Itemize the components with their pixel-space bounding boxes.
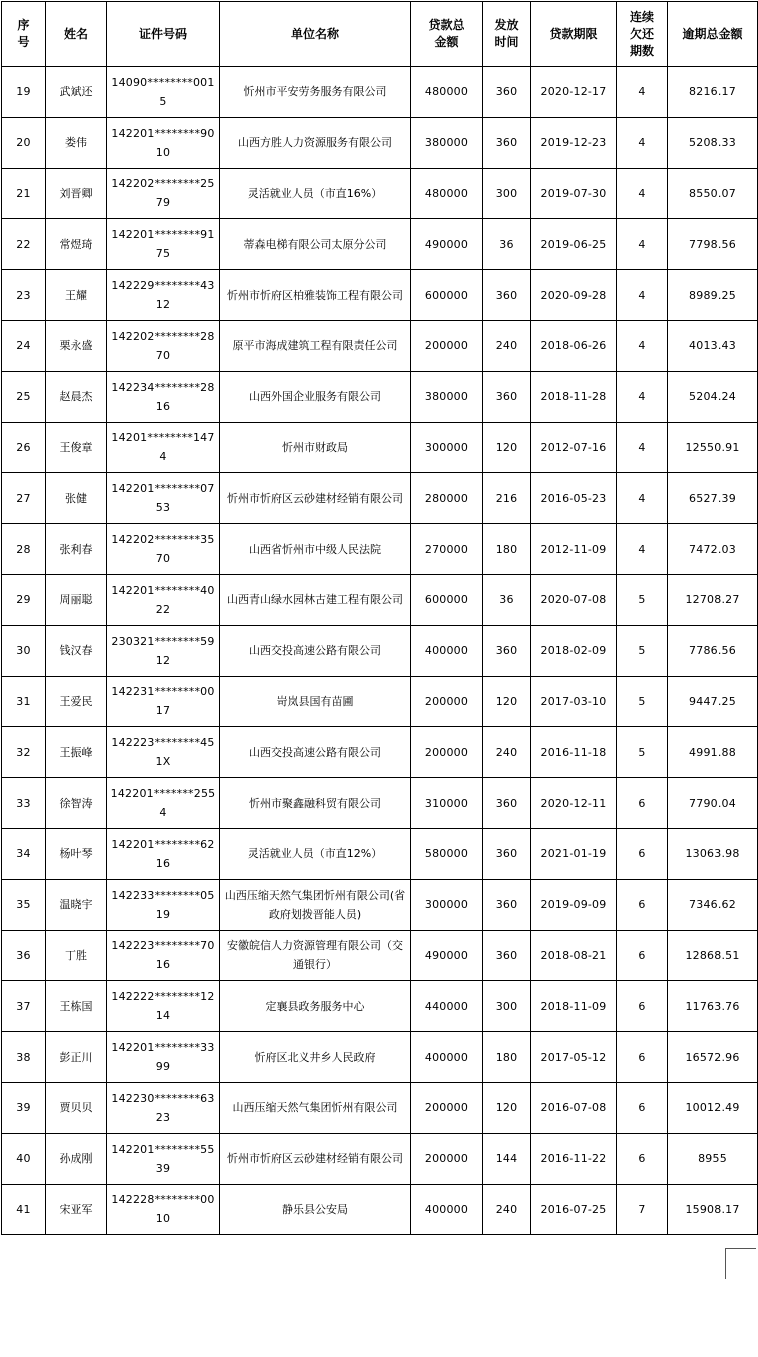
cell-overdue-periods: 5 (617, 625, 668, 676)
cell-overdue-total: 5204.24 (668, 371, 758, 422)
cell-loan-date: 2018-11-28 (531, 371, 617, 422)
cell-id-number: 142234********2816 (107, 371, 220, 422)
header-name: 姓名 (46, 2, 107, 67)
table-row (2, 1032, 758, 1083)
cell-loan-date: 2019-09-09 (531, 879, 617, 930)
table-row (2, 1184, 758, 1235)
cell-issue-term: 120 (483, 422, 531, 473)
table-row (2, 981, 758, 1032)
cell-id-number: 142223********451X (107, 727, 220, 778)
cell-overdue-periods: 5 (617, 727, 668, 778)
cell-issue-term: 360 (483, 930, 531, 981)
cell-seq: 27 (2, 473, 46, 524)
cell-loan-date: 2018-06-26 (531, 320, 617, 371)
cell-loan-date: 2018-11-09 (531, 981, 617, 1032)
cell-loan-amount: 300000 (411, 879, 483, 930)
cell-issue-term: 360 (483, 625, 531, 676)
cell-name: 张健 (46, 473, 107, 524)
cell-overdue-total: 12868.51 (668, 930, 758, 981)
cell-name: 宋亚军 (46, 1184, 107, 1235)
table-row (2, 168, 758, 219)
cell-overdue-total: 12550.91 (668, 422, 758, 473)
cell-overdue-total: 6527.39 (668, 473, 758, 524)
cell-loan-amount: 480000 (411, 67, 483, 118)
cell-loan-amount: 400000 (411, 1184, 483, 1235)
header-overdue-periods: 连续 欠还 期数 (617, 2, 668, 67)
cell-unit-name: 灵活就业人员（市直12%） (220, 828, 411, 879)
header-unit-name: 单位名称 (220, 2, 411, 67)
cell-id-number: 142231********0017 (107, 676, 220, 727)
cell-unit-name: 山西省忻州市中级人民法院 (220, 524, 411, 575)
cell-name: 武斌还 (46, 67, 107, 118)
cell-overdue-total: 8216.17 (668, 67, 758, 118)
cell-name: 常煜琦 (46, 219, 107, 270)
cell-id-number: 142228********0010 (107, 1184, 220, 1235)
cell-seq: 33 (2, 778, 46, 829)
cell-issue-term: 360 (483, 879, 531, 930)
cell-seq: 41 (2, 1184, 46, 1235)
cell-id-number: 142230********6323 (107, 1082, 220, 1133)
cell-name: 贾贝贝 (46, 1082, 107, 1133)
cell-seq: 21 (2, 168, 46, 219)
table-row (2, 625, 758, 676)
cell-id-number: 142202********2579 (107, 168, 220, 219)
cell-loan-date: 2018-02-09 (531, 625, 617, 676)
cell-overdue-total: 11763.76 (668, 981, 758, 1032)
cell-seq: 40 (2, 1133, 46, 1184)
cell-loan-amount: 200000 (411, 727, 483, 778)
cell-loan-date: 2020-07-08 (531, 574, 617, 625)
cell-unit-name: 忻州市平安劳务服务有限公司 (220, 67, 411, 118)
cell-seq: 39 (2, 1082, 46, 1133)
cell-issue-term: 300 (483, 168, 531, 219)
cell-issue-term: 240 (483, 1184, 531, 1235)
cell-overdue-total: 7798.56 (668, 219, 758, 270)
table-row (2, 371, 758, 422)
table-row (2, 524, 758, 575)
cell-overdue-periods: 4 (617, 117, 668, 168)
cell-unit-name: 忻州市忻府区云砂建材经销有限公司 (220, 1133, 411, 1184)
cell-loan-date: 2016-11-22 (531, 1133, 617, 1184)
cell-unit-name: 忻州市忻府区云砂建材经销有限公司 (220, 473, 411, 524)
cell-seq: 36 (2, 930, 46, 981)
table-row (2, 270, 758, 321)
cell-overdue-periods: 4 (617, 67, 668, 118)
cell-loan-amount: 580000 (411, 828, 483, 879)
cell-issue-term: 144 (483, 1133, 531, 1184)
cell-loan-date: 2018-08-21 (531, 930, 617, 981)
cell-unit-name: 山西交投高速公路有限公司 (220, 727, 411, 778)
table-row (2, 727, 758, 778)
cell-unit-name: 蒂森电梯有限公司太原分公司 (220, 219, 411, 270)
cell-id-number: 142233********0519 (107, 879, 220, 930)
cell-name: 钱汉春 (46, 625, 107, 676)
cell-seq: 34 (2, 828, 46, 879)
cell-seq: 29 (2, 574, 46, 625)
cell-unit-name: 静乐县公安局 (220, 1184, 411, 1235)
cell-issue-term: 360 (483, 270, 531, 321)
page-corner-mark (725, 1248, 756, 1279)
cell-loan-amount: 440000 (411, 981, 483, 1032)
header-id-number: 证件号码 (107, 2, 220, 67)
cell-loan-amount: 490000 (411, 219, 483, 270)
cell-issue-term: 216 (483, 473, 531, 524)
table-row (2, 117, 758, 168)
cell-overdue-total: 12708.27 (668, 574, 758, 625)
cell-overdue-periods: 4 (617, 270, 668, 321)
cell-overdue-periods: 7 (617, 1184, 668, 1235)
cell-id-number: 142201*******2554 (107, 778, 220, 829)
cell-unit-name: 灵活就业人员（市直16%） (220, 168, 411, 219)
cell-issue-term: 300 (483, 981, 531, 1032)
cell-overdue-periods: 6 (617, 930, 668, 981)
table-row (2, 879, 758, 930)
cell-loan-amount: 490000 (411, 930, 483, 981)
cell-overdue-periods: 4 (617, 524, 668, 575)
cell-loan-date: 2020-09-28 (531, 270, 617, 321)
cell-unit-name: 山西方胜人力资源服务有限公司 (220, 117, 411, 168)
cell-overdue-total: 8989.25 (668, 270, 758, 321)
table-row (2, 828, 758, 879)
cell-loan-date: 2019-06-25 (531, 219, 617, 270)
cell-loan-date: 2016-05-23 (531, 473, 617, 524)
cell-seq: 26 (2, 422, 46, 473)
cell-name: 彭正川 (46, 1032, 107, 1083)
cell-seq: 25 (2, 371, 46, 422)
cell-name: 娄伟 (46, 117, 107, 168)
cell-id-number: 142201********3399 (107, 1032, 220, 1083)
table-header (2, 2, 758, 67)
cell-loan-amount: 270000 (411, 524, 483, 575)
cell-loan-amount: 400000 (411, 625, 483, 676)
cell-id-number: 142201********5539 (107, 1133, 220, 1184)
cell-loan-amount: 280000 (411, 473, 483, 524)
table-row (2, 473, 758, 524)
cell-loan-amount: 310000 (411, 778, 483, 829)
cell-issue-term: 120 (483, 676, 531, 727)
cell-loan-date: 2020-12-11 (531, 778, 617, 829)
cell-loan-date: 2016-11-18 (531, 727, 617, 778)
header-overdue-total: 逾期总金额 (668, 2, 758, 67)
cell-issue-term: 360 (483, 67, 531, 118)
cell-name: 栗永盛 (46, 320, 107, 371)
cell-id-number: 142202********3570 (107, 524, 220, 575)
cell-seq: 24 (2, 320, 46, 371)
cell-overdue-periods: 4 (617, 168, 668, 219)
cell-seq: 32 (2, 727, 46, 778)
cell-unit-name: 安徽皖信人力资源管理有限公司（交通银行） (220, 930, 411, 981)
table-row (2, 676, 758, 727)
header-row (2, 2, 758, 67)
cell-overdue-periods: 6 (617, 778, 668, 829)
cell-loan-amount: 480000 (411, 168, 483, 219)
table-row (2, 422, 758, 473)
cell-overdue-total: 5208.33 (668, 117, 758, 168)
cell-issue-term: 180 (483, 1032, 531, 1083)
cell-overdue-periods: 5 (617, 574, 668, 625)
cell-loan-date: 2012-07-16 (531, 422, 617, 473)
cell-loan-amount: 200000 (411, 1133, 483, 1184)
cell-overdue-total: 10012.49 (668, 1082, 758, 1133)
cell-loan-amount: 400000 (411, 1032, 483, 1083)
cell-loan-amount: 380000 (411, 371, 483, 422)
cell-issue-term: 360 (483, 778, 531, 829)
cell-seq: 38 (2, 1032, 46, 1083)
cell-name: 丁胜 (46, 930, 107, 981)
cell-loan-date: 2016-07-25 (531, 1184, 617, 1235)
cell-unit-name: 定襄县政务服务中心 (220, 981, 411, 1032)
cell-overdue-periods: 6 (617, 1082, 668, 1133)
cell-loan-amount: 600000 (411, 574, 483, 625)
cell-overdue-total: 4991.88 (668, 727, 758, 778)
cell-name: 王振峰 (46, 727, 107, 778)
cell-loan-date: 2017-05-12 (531, 1032, 617, 1083)
table-row (2, 778, 758, 829)
cell-id-number: 142201********0753 (107, 473, 220, 524)
cell-loan-date: 2012-11-09 (531, 524, 617, 575)
cell-overdue-total: 15908.17 (668, 1184, 758, 1235)
cell-overdue-periods: 6 (617, 828, 668, 879)
cell-seq: 19 (2, 67, 46, 118)
header-loan-date: 贷款期限 (531, 2, 617, 67)
cell-seq: 23 (2, 270, 46, 321)
cell-loan-amount: 300000 (411, 422, 483, 473)
cell-issue-term: 360 (483, 117, 531, 168)
cell-loan-amount: 200000 (411, 320, 483, 371)
cell-loan-amount: 380000 (411, 117, 483, 168)
cell-seq: 31 (2, 676, 46, 727)
cell-loan-amount: 200000 (411, 1082, 483, 1133)
cell-overdue-periods: 4 (617, 219, 668, 270)
cell-overdue-periods: 6 (617, 879, 668, 930)
cell-loan-amount: 600000 (411, 270, 483, 321)
header-seq: 序 号 (2, 2, 46, 67)
cell-name: 王爱民 (46, 676, 107, 727)
cell-unit-name: 忻州市忻府区柏雅装饰工程有限公司 (220, 270, 411, 321)
cell-overdue-total: 8550.07 (668, 168, 758, 219)
cell-issue-term: 36 (483, 219, 531, 270)
cell-loan-date: 2019-07-30 (531, 168, 617, 219)
cell-loan-date: 2019-12-23 (531, 117, 617, 168)
cell-unit-name: 岢岚县国有苗圃 (220, 676, 411, 727)
cell-overdue-periods: 4 (617, 473, 668, 524)
cell-loan-date: 2020-12-17 (531, 67, 617, 118)
cell-unit-name: 忻州市财政局 (220, 422, 411, 473)
cell-name: 赵晨杰 (46, 371, 107, 422)
cell-overdue-total: 9447.25 (668, 676, 758, 727)
table-row (2, 574, 758, 625)
cell-unit-name: 山西青山绿水园林古建工程有限公司 (220, 574, 411, 625)
cell-name: 周丽聪 (46, 574, 107, 625)
cell-unit-name: 山西交投高速公路有限公司 (220, 625, 411, 676)
table-row (2, 320, 758, 371)
cell-issue-term: 36 (483, 574, 531, 625)
cell-issue-term: 360 (483, 828, 531, 879)
cell-id-number: 230321********5912 (107, 625, 220, 676)
cell-overdue-periods: 4 (617, 422, 668, 473)
cell-overdue-total: 16572.96 (668, 1032, 758, 1083)
cell-name: 王耀 (46, 270, 107, 321)
cell-id-number: 142222********1214 (107, 981, 220, 1032)
cell-overdue-total: 7790.04 (668, 778, 758, 829)
cell-unit-name: 原平市海成建筑工程有限责任公司 (220, 320, 411, 371)
header-issue-term: 发放 时间 (483, 2, 531, 67)
cell-unit-name: 忻州市聚鑫融科贸有限公司 (220, 778, 411, 829)
cell-loan-date: 2017-03-10 (531, 676, 617, 727)
cell-seq: 30 (2, 625, 46, 676)
cell-id-number: 142201********9010 (107, 117, 220, 168)
cell-id-number: 14201********1474 (107, 422, 220, 473)
cell-unit-name: 山西压缩天然气集团忻州有限公司(省政府划拨晋能人员) (220, 879, 411, 930)
cell-id-number: 142201********9175 (107, 219, 220, 270)
cell-issue-term: 240 (483, 320, 531, 371)
cell-unit-name: 山西外国企业服务有限公司 (220, 371, 411, 422)
cell-name: 王俊章 (46, 422, 107, 473)
cell-seq: 22 (2, 219, 46, 270)
cell-unit-name: 忻府区北义井乡人民政府 (220, 1032, 411, 1083)
cell-issue-term: 240 (483, 727, 531, 778)
cell-overdue-periods: 4 (617, 371, 668, 422)
cell-seq: 35 (2, 879, 46, 930)
cell-overdue-total: 13063.98 (668, 828, 758, 879)
cell-overdue-total: 7786.56 (668, 625, 758, 676)
table-row (2, 930, 758, 981)
table-row (2, 1133, 758, 1184)
cell-name: 温晓宇 (46, 879, 107, 930)
cell-loan-date: 2016-07-08 (531, 1082, 617, 1133)
cell-id-number: 142229********4312 (107, 270, 220, 321)
cell-name: 王栋国 (46, 981, 107, 1032)
cell-overdue-total: 7472.03 (668, 524, 758, 575)
cell-name: 杨叶琴 (46, 828, 107, 879)
cell-overdue-total: 4013.43 (668, 320, 758, 371)
cell-overdue-periods: 5 (617, 676, 668, 727)
header-loan-amount: 贷款总 金额 (411, 2, 483, 67)
cell-issue-term: 120 (483, 1082, 531, 1133)
loan-overdue-table (1, 1, 758, 1235)
cell-overdue-total: 8955 (668, 1133, 758, 1184)
cell-loan-amount: 200000 (411, 676, 483, 727)
table-row (2, 219, 758, 270)
cell-issue-term: 180 (483, 524, 531, 575)
cell-name: 孙成刚 (46, 1133, 107, 1184)
cell-seq: 28 (2, 524, 46, 575)
cell-issue-term: 360 (483, 371, 531, 422)
cell-overdue-periods: 6 (617, 1032, 668, 1083)
cell-id-number: 14090********0015 (107, 67, 220, 118)
cell-seq: 20 (2, 117, 46, 168)
cell-loan-date: 2021-01-19 (531, 828, 617, 879)
cell-name: 徐智涛 (46, 778, 107, 829)
cell-overdue-periods: 4 (617, 320, 668, 371)
cell-id-number: 142201********6216 (107, 828, 220, 879)
table-body (2, 67, 758, 1235)
table-row (2, 67, 758, 118)
table-row (2, 1082, 758, 1133)
cell-name: 张利春 (46, 524, 107, 575)
cell-id-number: 142201********4022 (107, 574, 220, 625)
cell-overdue-periods: 6 (617, 981, 668, 1032)
cell-id-number: 142202********2870 (107, 320, 220, 371)
cell-name: 刘晋卿 (46, 168, 107, 219)
cell-unit-name: 山西压缩天然气集团忻州有限公司 (220, 1082, 411, 1133)
cell-overdue-total: 7346.62 (668, 879, 758, 930)
cell-overdue-periods: 6 (617, 1133, 668, 1184)
cell-id-number: 142223********7016 (107, 930, 220, 981)
cell-seq: 37 (2, 981, 46, 1032)
